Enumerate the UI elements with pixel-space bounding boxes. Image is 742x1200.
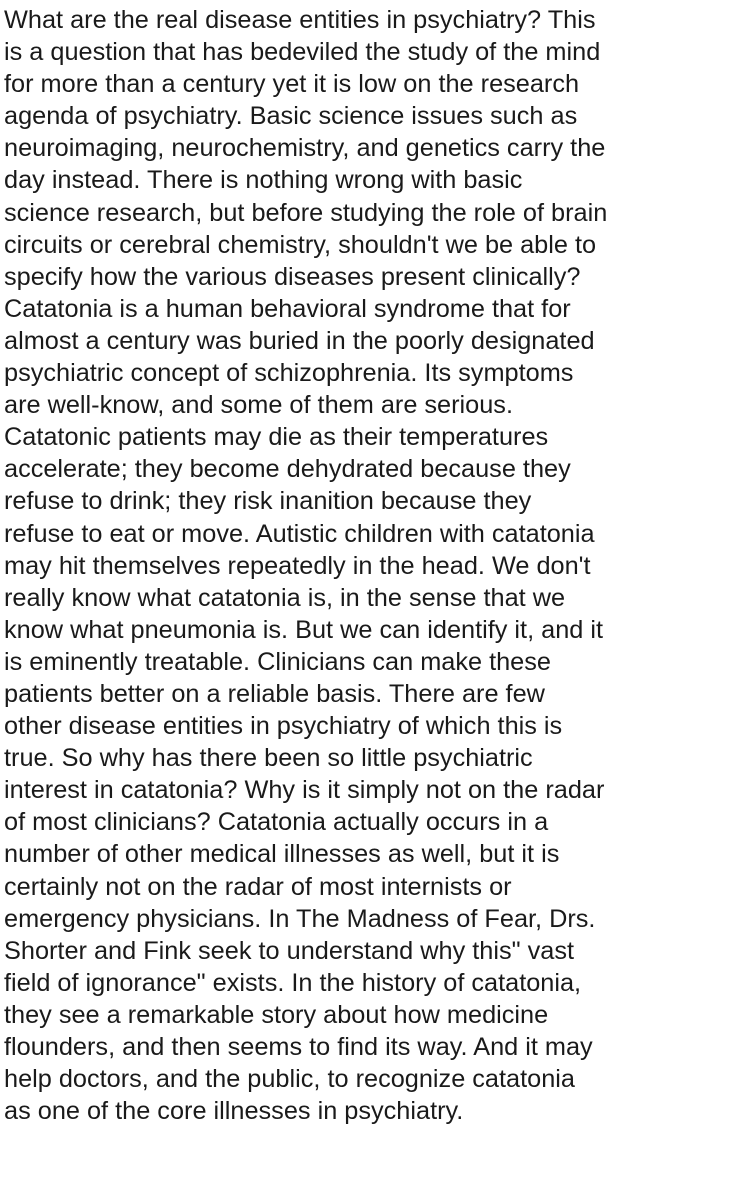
text-line: agenda of psychiatry. Basic science issues such as <box>4 102 578 131</box>
text-line: refuse to eat or move. Autistic children with catatonia <box>4 519 595 548</box>
text-line: psychiatric concept of schizophrenia. Its symptoms <box>4 359 574 388</box>
text-line: Catatonic patients may die as their temperatures <box>4 423 549 452</box>
text-line: true. So why has there been so little psychiatric <box>4 744 533 773</box>
text-line: is eminently treatable. Clinicians can make these <box>4 647 551 676</box>
text-line: accelerate; they become dehydrated because they <box>4 455 571 484</box>
text-line: patients better on a reliable basis. There are few <box>4 679 545 708</box>
text-line: for more than a century yet it is low on the research <box>4 70 580 99</box>
text-line: of most clinicians? Catatonia actually occurs in a <box>4 808 549 837</box>
text-line: know what pneumonia is. But we can identify it, and it <box>4 615 604 644</box>
text-line: almost a century was buried in the poorly designated <box>4 326 595 355</box>
text-line: refuse to drink; they risk inanition because they <box>4 487 532 516</box>
text-line: Catatonia is a human behavioral syndrome that for <box>4 294 571 323</box>
body-paragraph <box>4 4 738 1127</box>
text-line: interest in catatonia? Why is it simply not on the radar <box>4 776 605 805</box>
text-line: Shorter and Fink seek to understand why this" vast <box>4 936 575 965</box>
text-line: specify how the various diseases present clinically? <box>4 262 581 291</box>
text-line: really know what catatonia is, in the sense that we <box>4 583 566 612</box>
text-line: flounders, and then seems to find its way. And it may <box>4 1033 593 1061</box>
text-line: science research, but before studying the role of brain <box>4 198 608 227</box>
text-line: may hit themselves repeatedly in the head. We don't <box>4 551 591 580</box>
text-line: they see a remarkable story about how medicine <box>4 1000 549 1029</box>
text-line: help doctors, and the public, to recognize catatonia <box>4 1065 575 1094</box>
text-line: field of ignorance" exists. In the history of catatonia, <box>4 968 582 997</box>
text-line: as one of the core illnesses in psychiatry. <box>4 1097 464 1126</box>
text-line: certainly not on the radar of most internists or <box>4 872 512 901</box>
text-line: is a question that has bedeviled the study of the mind <box>4 38 601 67</box>
text-line: circuits or cerebral chemistry, shouldn't we be able to <box>4 230 597 259</box>
text-line: What are the real disease entities in psychiatry? This <box>4 6 596 34</box>
text-line: other disease entities in psychiatry of which this is <box>4 712 563 741</box>
text-line: number of other medical illnesses as well, but it is <box>4 840 560 869</box>
text-line: day instead. There is nothing wrong with basic <box>4 166 523 195</box>
text-line: are well-know, and some of them are serious. <box>4 391 513 420</box>
text-line: emergency physicians. In The Madness of Fear, Drs. <box>4 904 596 933</box>
text-line: neuroimaging, neurochemistry, and genetics carry the <box>4 134 606 163</box>
